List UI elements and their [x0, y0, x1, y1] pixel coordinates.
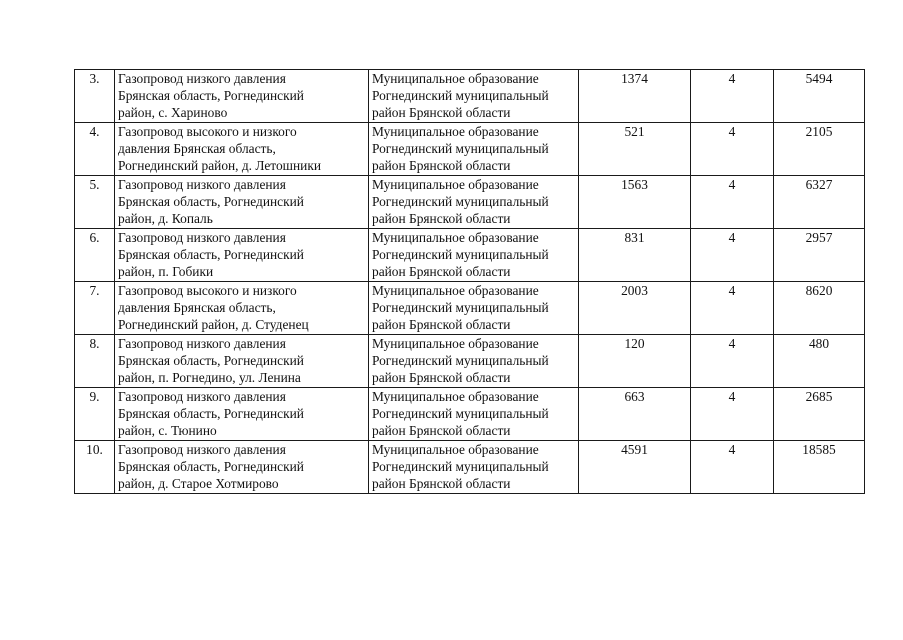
row-number: 4.	[75, 123, 115, 176]
pipeline-owner: Муниципальное образование Рогнединский муниципальный район Брянской области	[369, 335, 579, 388]
pipeline-count: 4	[691, 388, 774, 441]
pipeline-owner: Муниципальное образование Рогнединский муниципальный район Брянской области	[369, 388, 579, 441]
table-row	[75, 70, 865, 123]
pipeline-total: 480	[774, 335, 865, 388]
pipeline-name: Газопровод низкого давления Брянская область, Рогнединский район, п. Рогнедино, ул. Ленина	[115, 335, 369, 388]
pipeline-total: 2105	[774, 123, 865, 176]
pipeline-name: Газопровод низкого давления Брянская область, Рогнединский район, с. Хариново	[115, 70, 369, 123]
pipeline-name: Газопровод низкого давления Брянская область, Рогнединский район, п. Гобики	[115, 229, 369, 282]
pipeline-count: 4	[691, 335, 774, 388]
pipeline-count: 4	[691, 176, 774, 229]
pipeline-total: 2685	[774, 388, 865, 441]
pipeline-count: 4	[691, 123, 774, 176]
pipeline-name: Газопровод высокого и низкого давления Брянская область, Рогнединский район, д. Студенец	[115, 282, 369, 335]
pipeline-length: 4591	[579, 441, 691, 494]
table-row	[75, 229, 865, 282]
table-row	[75, 123, 865, 176]
table-body	[75, 70, 865, 494]
pipeline-length: 120	[579, 335, 691, 388]
pipeline-length: 831	[579, 229, 691, 282]
pipeline-total: 8620	[774, 282, 865, 335]
pipeline-total: 6327	[774, 176, 865, 229]
row-number: 9.	[75, 388, 115, 441]
pipeline-name: Газопровод высокого и низкого давления Брянская область, Рогнединский район, д. Летошники	[115, 123, 369, 176]
pipeline-owner: Муниципальное образование Рогнединский муниципальный район Брянской области	[369, 229, 579, 282]
pipeline-total: 2957	[774, 229, 865, 282]
pipeline-owner: Муниципальное образование Рогнединский муниципальный район Брянской области	[369, 441, 579, 494]
pipeline-count: 4	[691, 282, 774, 335]
pipeline-length: 1374	[579, 70, 691, 123]
row-number: 6.	[75, 229, 115, 282]
pipeline-length: 663	[579, 388, 691, 441]
row-number: 3.	[75, 70, 115, 123]
table-row	[75, 335, 865, 388]
table-row	[75, 441, 865, 494]
row-number: 10.	[75, 441, 115, 494]
pipeline-owner: Муниципальное образование Рогнединский муниципальный район Брянской области	[369, 282, 579, 335]
pipeline-name: Газопровод низкого давления Брянская область, Рогнединский район, д. Копаль	[115, 176, 369, 229]
pipeline-owner: Муниципальное образование Рогнединский муниципальный район Брянской области	[369, 176, 579, 229]
row-number: 5.	[75, 176, 115, 229]
pipeline-count: 4	[691, 229, 774, 282]
pipeline-length: 521	[579, 123, 691, 176]
row-number: 7.	[75, 282, 115, 335]
pipeline-length: 1563	[579, 176, 691, 229]
table-row	[75, 388, 865, 441]
pipeline-count: 4	[691, 70, 774, 123]
pipeline-length: 2003	[579, 282, 691, 335]
row-number: 8.	[75, 335, 115, 388]
table-row	[75, 176, 865, 229]
gas-pipeline-table	[74, 69, 865, 494]
pipeline-name: Газопровод низкого давления Брянская область, Рогнединский район, с. Тюнино	[115, 388, 369, 441]
pipeline-name: Газопровод низкого давления Брянская область, Рогнединский район, д. Старое Хотмирово	[115, 441, 369, 494]
pipeline-total: 5494	[774, 70, 865, 123]
pipeline-owner: Муниципальное образование Рогнединский муниципальный район Брянской области	[369, 123, 579, 176]
pipeline-count: 4	[691, 441, 774, 494]
pipeline-owner: Муниципальное образование Рогнединский муниципальный район Брянской области	[369, 70, 579, 123]
table-row	[75, 282, 865, 335]
pipeline-total: 18585	[774, 441, 865, 494]
